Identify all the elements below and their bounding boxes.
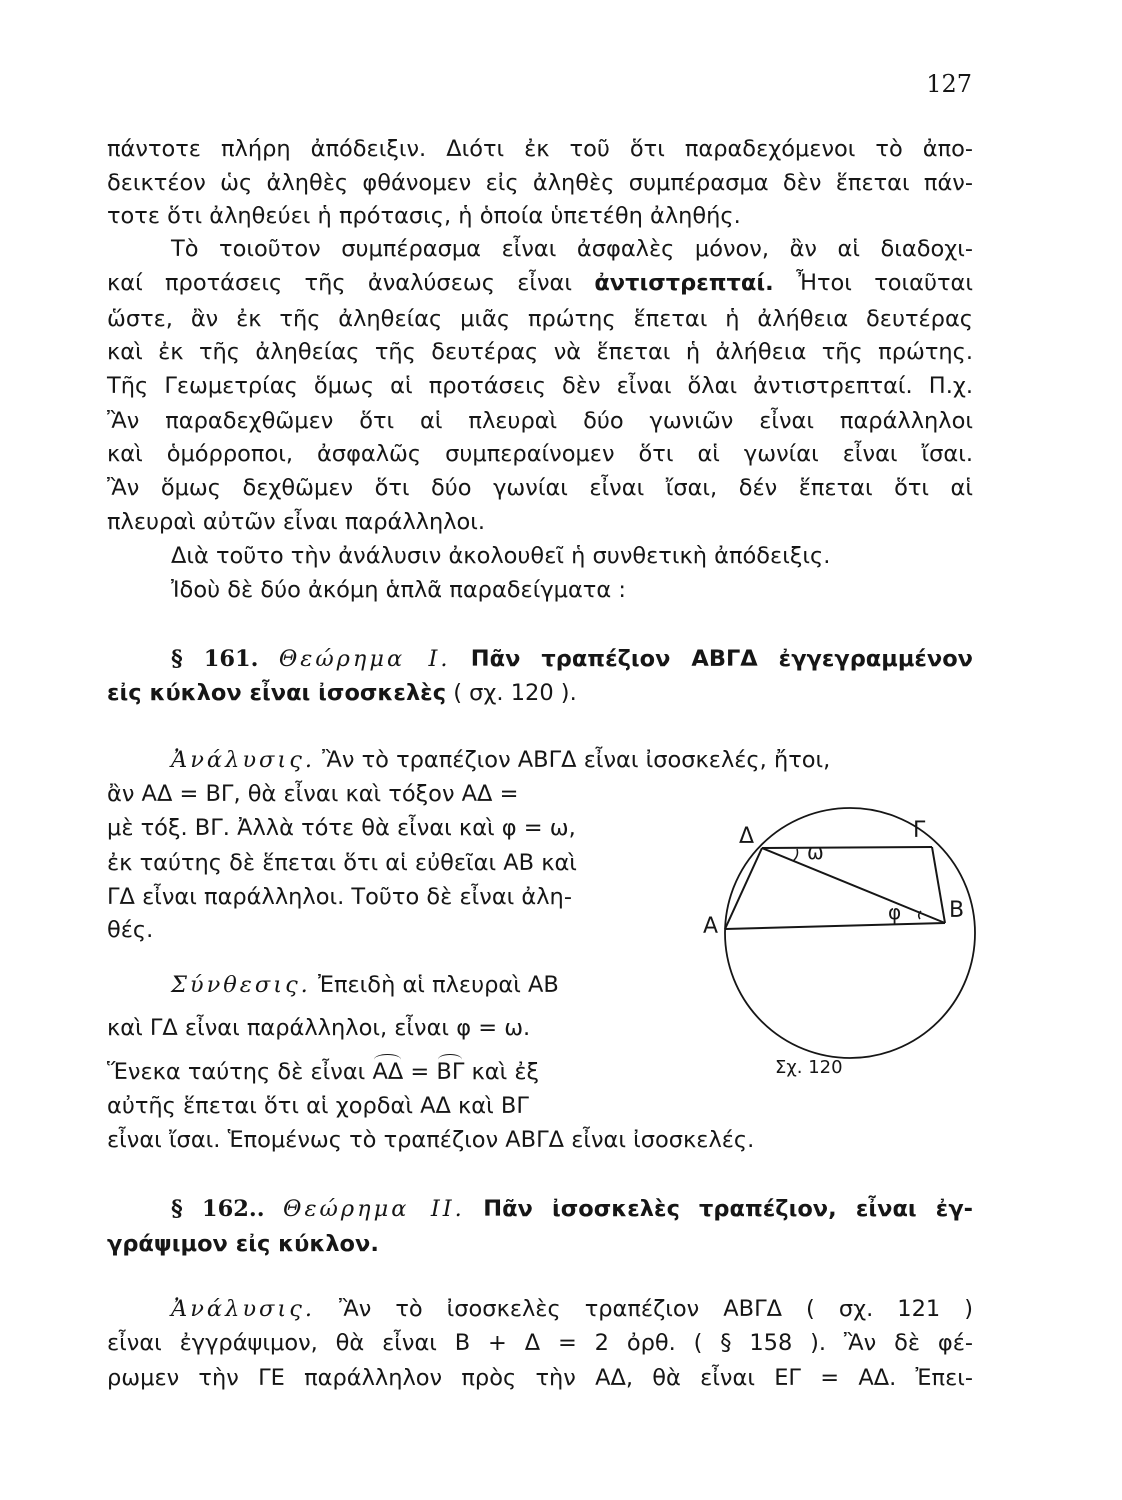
angle-phi-arc [919,911,921,919]
text-line: ἂν ΑΔ = ΒΓ, θὰ εἶναι καὶ τόξον ΑΔ = [107,781,519,807]
theorem-title: γράψιμον εἰς κύκλον. [107,1231,379,1257]
theorem-label: Θεώρημα II. [283,1196,465,1222]
label-omega: ω [807,840,824,864]
text-span: Ἂν τὸ ἰσοσκελὲς τραπέζιον ΑΒΓΔ ( σχ. 121 ) [315,1296,973,1322]
section-heading [107,677,973,709]
text-line: ρωμεν τὴν ΓΕ παράλληλον πρὸς τὴν ΑΔ, θὰ εἶναι ΕΓ = ΑΔ. Ἐπει- [107,1365,973,1391]
text-line: πάντοτε πλήρη ἀπόδειξιν. Διότι ἐκ τοῦ ὅτι παραδεχόμενοι τὸ ἀπο- [107,136,973,162]
text-span: καὶ ἐξ [464,1059,540,1085]
arc-BG: ΒΓ [436,1056,464,1088]
diagonal-DB [762,848,945,923]
text-line: καὶ ἐκ τῆς ἀληθείας τῆς δευτέρας νὰ ἕπεται ἡ ἀλήθεια τῆς πρώτης. [107,339,973,365]
chord-DG [762,847,932,848]
text-line: ἐκ ταύτης δὲ ἕπεται ὅτι αἱ εὐθεῖαι ΑΒ καὶ [107,850,577,876]
theorem-title: Πᾶν τραπέζιον ΑΒΓΔ ἐγγεγραμμένον [470,646,974,672]
text-line: Τὸ τοιοῦτον συμπέρασμα εἶναι ἀσφαλὲς μόνον, ἂν αἱ διαδοχι- [171,236,973,262]
label-G: Γ [913,818,926,843]
text-line: αὐτῆς ἕπεται ὅτι αἱ χορδαὶ ΑΔ καὶ ΒΓ [107,1093,529,1119]
theorem-title: Πᾶν ἰσοσκελὲς τραπέζιον, εἶναι ἐγ- [483,1196,973,1222]
page-number: 127 [926,70,972,98]
section-number: § 162.. [171,1196,265,1222]
theorem-title: εἰς κύκλον εἶναι ἰσοσκελὲς [107,680,447,706]
chord-BG [932,847,945,923]
theorem-label: Θεώρημα I. [278,646,451,672]
text-line: εἶναι ἴσαι. Ἑπομένως τὸ τραπέζιον ΑΒΓΔ εἶναι ἰσοσκελές. [107,1127,755,1153]
arc-AD: ΑΔ [372,1056,403,1088]
analysis-label: Ἀνάλυσις. [171,1296,315,1322]
text-span: καί προτάσεις τῆς ἀναλύσεως εἶναι [107,270,595,296]
label-D: Δ [739,824,755,849]
text-span: = [403,1059,437,1085]
text-line: τοτε ὅτι ἀληθεύει ἡ πρότασις, ἡ ὁποία ὑπετέθη ἀληθής. [107,203,741,229]
text-line [107,267,973,299]
analysis-label: Ἀνάλυσις. [171,747,315,773]
text-line: εἶναι ἐγγράψιμον, θὰ εἶναι Β + Δ = 2 ὀρθ. ( § 158 ). Ἂν δὲ φέ- [107,1330,973,1356]
label-A: Α [703,914,719,939]
text-line [107,1056,682,1088]
text-line: Ἰδοὺ δὲ δύο ἀκόμη ἁπλᾶ παραδείγματα : [171,577,626,603]
text-span: Ἐπειδὴ αἱ πλευραὶ ΑΒ [310,972,559,998]
section-heading [107,643,973,675]
text-line: Τῆς Γεωμετρίας ὅμως αἱ προτάσεις δὲν εἶναι ὅλαι ἀντιστρεπταί. Π.χ. [107,373,973,399]
text-line: Ἂν ὅμως δεχθῶμεν ὅτι δύο γωνίαι εἶναι ἴσαι, δέν ἕπεται ὅτι αἱ [107,475,973,501]
text-line [107,744,973,776]
section-heading [107,1193,973,1225]
text-line: καὶ ΓΔ εἶναι παράλληλοι, εἶναι φ = ω. [107,1015,531,1041]
text-span: Ἕνεκα ταύτης δὲ εἶναι [107,1059,373,1085]
section-number: § 161. [171,646,259,672]
circle [725,808,975,1058]
text-span: Ἦτοι τοιαῦται [773,270,973,296]
text-line [107,969,682,1001]
text-line: Διὰ τοῦτο τὴν ἀνάλυσιν ἀκολουθεῖ ἡ συνθετικὴ ἀπόδειξις. [171,543,831,569]
text-line [107,1293,973,1325]
text-line: καὶ ὁμόρροποι, ἀσφαλῶς συμπεραίνομεν ὅτι αἱ γωνίαι εἶναι ἴσαι. [107,441,973,467]
figure-caption: Σχ. 120 [775,1057,843,1078]
label-B: Β [949,898,965,923]
figure-reference: ( σχ. 120 ). [446,680,577,706]
text-line: θές. [107,917,154,943]
section-heading [107,1228,973,1260]
emphasis-term: ἀντιστρεπταί. [594,270,774,296]
text-line: πλευραὶ αὐτῶν εἶναι παράλληλοι. [107,509,486,535]
text-line: ΓΔ εἶναι παράλληλοι. Τοῦτο δὲ εἶναι ἀλη- [107,884,572,910]
text-line: Ἂν παραδεχθῶμεν ὅτι αἱ πλευραὶ δύο γωνιῶν εἶναι παράλληλοι [107,408,973,434]
label-phi: φ [888,900,902,924]
chord-AD [725,848,762,929]
text-line: μὲ τόξ. ΒΓ. Ἀλλὰ τότε θὰ εἶναι καὶ φ = ω, [107,815,576,841]
figure-120-diagram [695,805,985,1095]
text-span: Ἂν τὸ τραπέζιον ΑΒΓΔ εἶναι ἰσοσκελές, ἤτοι, [315,747,831,773]
text-line: ὥστε, ἂν ἐκ τῆς ἀληθείας μιᾶς πρώτης ἕπεται ἡ ἀλήθεια δευτέρας [107,306,973,332]
synthesis-label: Σύνθεσις. [171,972,311,998]
chord-AB [725,923,945,929]
angle-omega-arc [793,849,798,861]
text-line: δεικτέον ὡς ἀληθὲς φθάνομεν εἰς ἀληθὲς συμπέρασμα δὲν ἕπεται πάν- [107,170,973,196]
